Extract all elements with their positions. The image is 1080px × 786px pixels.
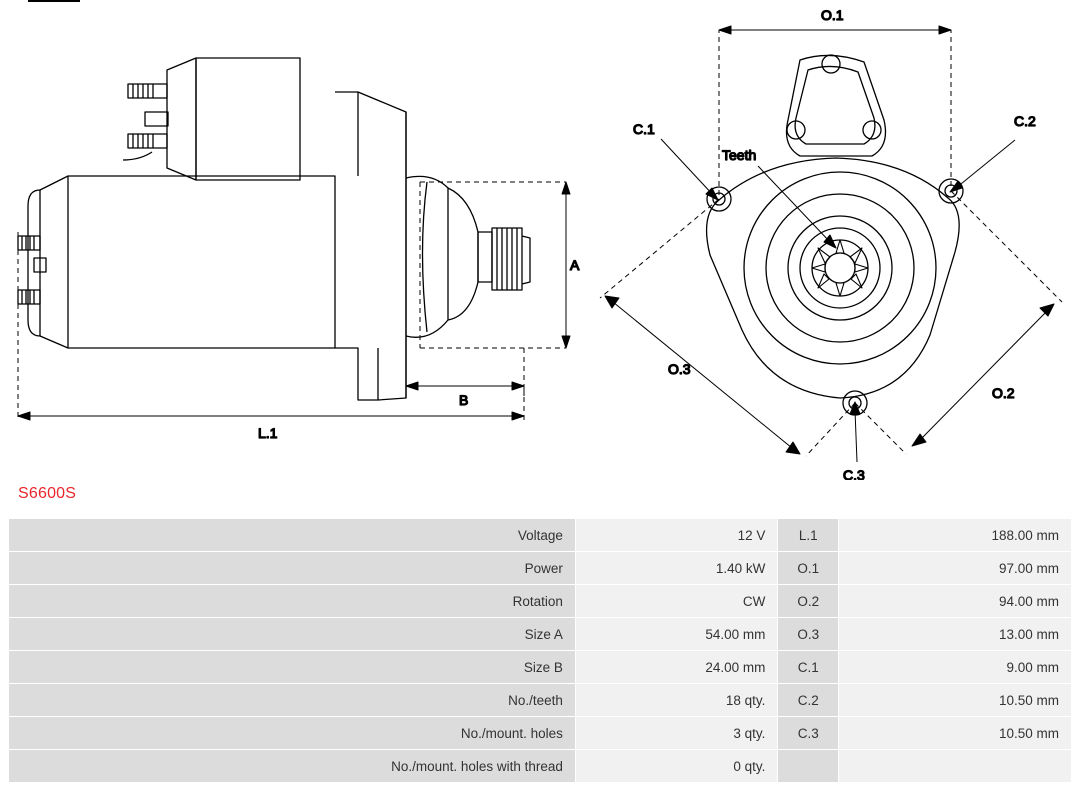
spec-value: 24.00 mm: [575, 651, 777, 684]
dimension-o3: [600, 199, 855, 456]
specification-table: [8, 518, 1072, 783]
table-row: [9, 750, 1072, 783]
spec-label: No./mount. holes with thread: [9, 750, 576, 783]
spec-label: Power: [9, 552, 576, 585]
spec-label: Size A: [9, 618, 576, 651]
spec-label2-empty: [778, 750, 839, 783]
spec-label: Rotation: [9, 585, 576, 618]
spec-value2: 94.00 mm: [839, 585, 1072, 618]
spec-value2: 97.00 mm: [839, 552, 1072, 585]
table-row: [9, 618, 1072, 651]
part-number: S6600S: [18, 485, 77, 502]
starter-front-view: [707, 55, 963, 415]
spec-value: 3 qty.: [575, 717, 777, 750]
spec-label2: O.3: [778, 618, 839, 651]
table-row: [9, 552, 1072, 585]
table-row: [9, 684, 1072, 717]
spec-label2: O.2: [778, 585, 839, 618]
dimension-label-c3: C.3: [843, 467, 865, 480]
spec-label: No./mount. holes: [9, 717, 576, 750]
spec-value2: 9.00 mm: [839, 651, 1072, 684]
spec-value2: 10.50 mm: [839, 717, 1072, 750]
spec-label2: C.1: [778, 651, 839, 684]
table-row: [9, 717, 1072, 750]
spec-value: 1.40 kW: [575, 552, 777, 585]
table-row: [9, 585, 1072, 618]
starter-side-view: [18, 58, 530, 400]
dimension-label-c2: C.2: [1014, 113, 1036, 129]
spec-value: 12 V: [575, 519, 777, 552]
spec-value2: 188.00 mm: [839, 519, 1072, 552]
dimension-label-o3: O.3: [668, 361, 691, 377]
dimension-label-b: B: [459, 392, 469, 408]
dimension-o1: [719, 26, 951, 195]
spec-value: 54.00 mm: [575, 618, 777, 651]
spec-value: CW: [575, 585, 777, 618]
table-row: [9, 519, 1072, 552]
leader-teeth: [758, 166, 836, 248]
spec-label: Size B: [9, 651, 576, 684]
spec-label2: O.1: [778, 552, 839, 585]
dimension-b: [406, 348, 524, 396]
dimension-label-a: A: [570, 257, 580, 273]
table-row: [9, 651, 1072, 684]
dimension-label-o2: O.2: [992, 385, 1015, 401]
spec-label: Voltage: [9, 519, 576, 552]
dimension-a: [420, 182, 570, 348]
leader-c1: [661, 139, 718, 200]
spec-label2: C.3: [778, 717, 839, 750]
spec-label2: L.1: [778, 519, 839, 552]
leader-c3: [850, 402, 860, 462]
annotation-label-teeth: Teeth: [722, 147, 757, 163]
spec-value2-empty: [839, 750, 1072, 783]
leader-c2: [950, 140, 1015, 192]
spec-value2: 10.50 mm: [839, 684, 1072, 717]
spec-label2: C.2: [778, 684, 839, 717]
spec-label: No./teeth: [9, 684, 576, 717]
spec-value: 18 qty.: [575, 684, 777, 717]
spec-value2: 13.00 mm: [839, 618, 1072, 651]
dimension-label-c1: C.1: [633, 121, 655, 137]
dimension-label-o1: O.1: [821, 7, 844, 23]
dimension-label-l1: L.1: [258, 425, 278, 441]
spec-value: 0 qty.: [575, 750, 777, 783]
